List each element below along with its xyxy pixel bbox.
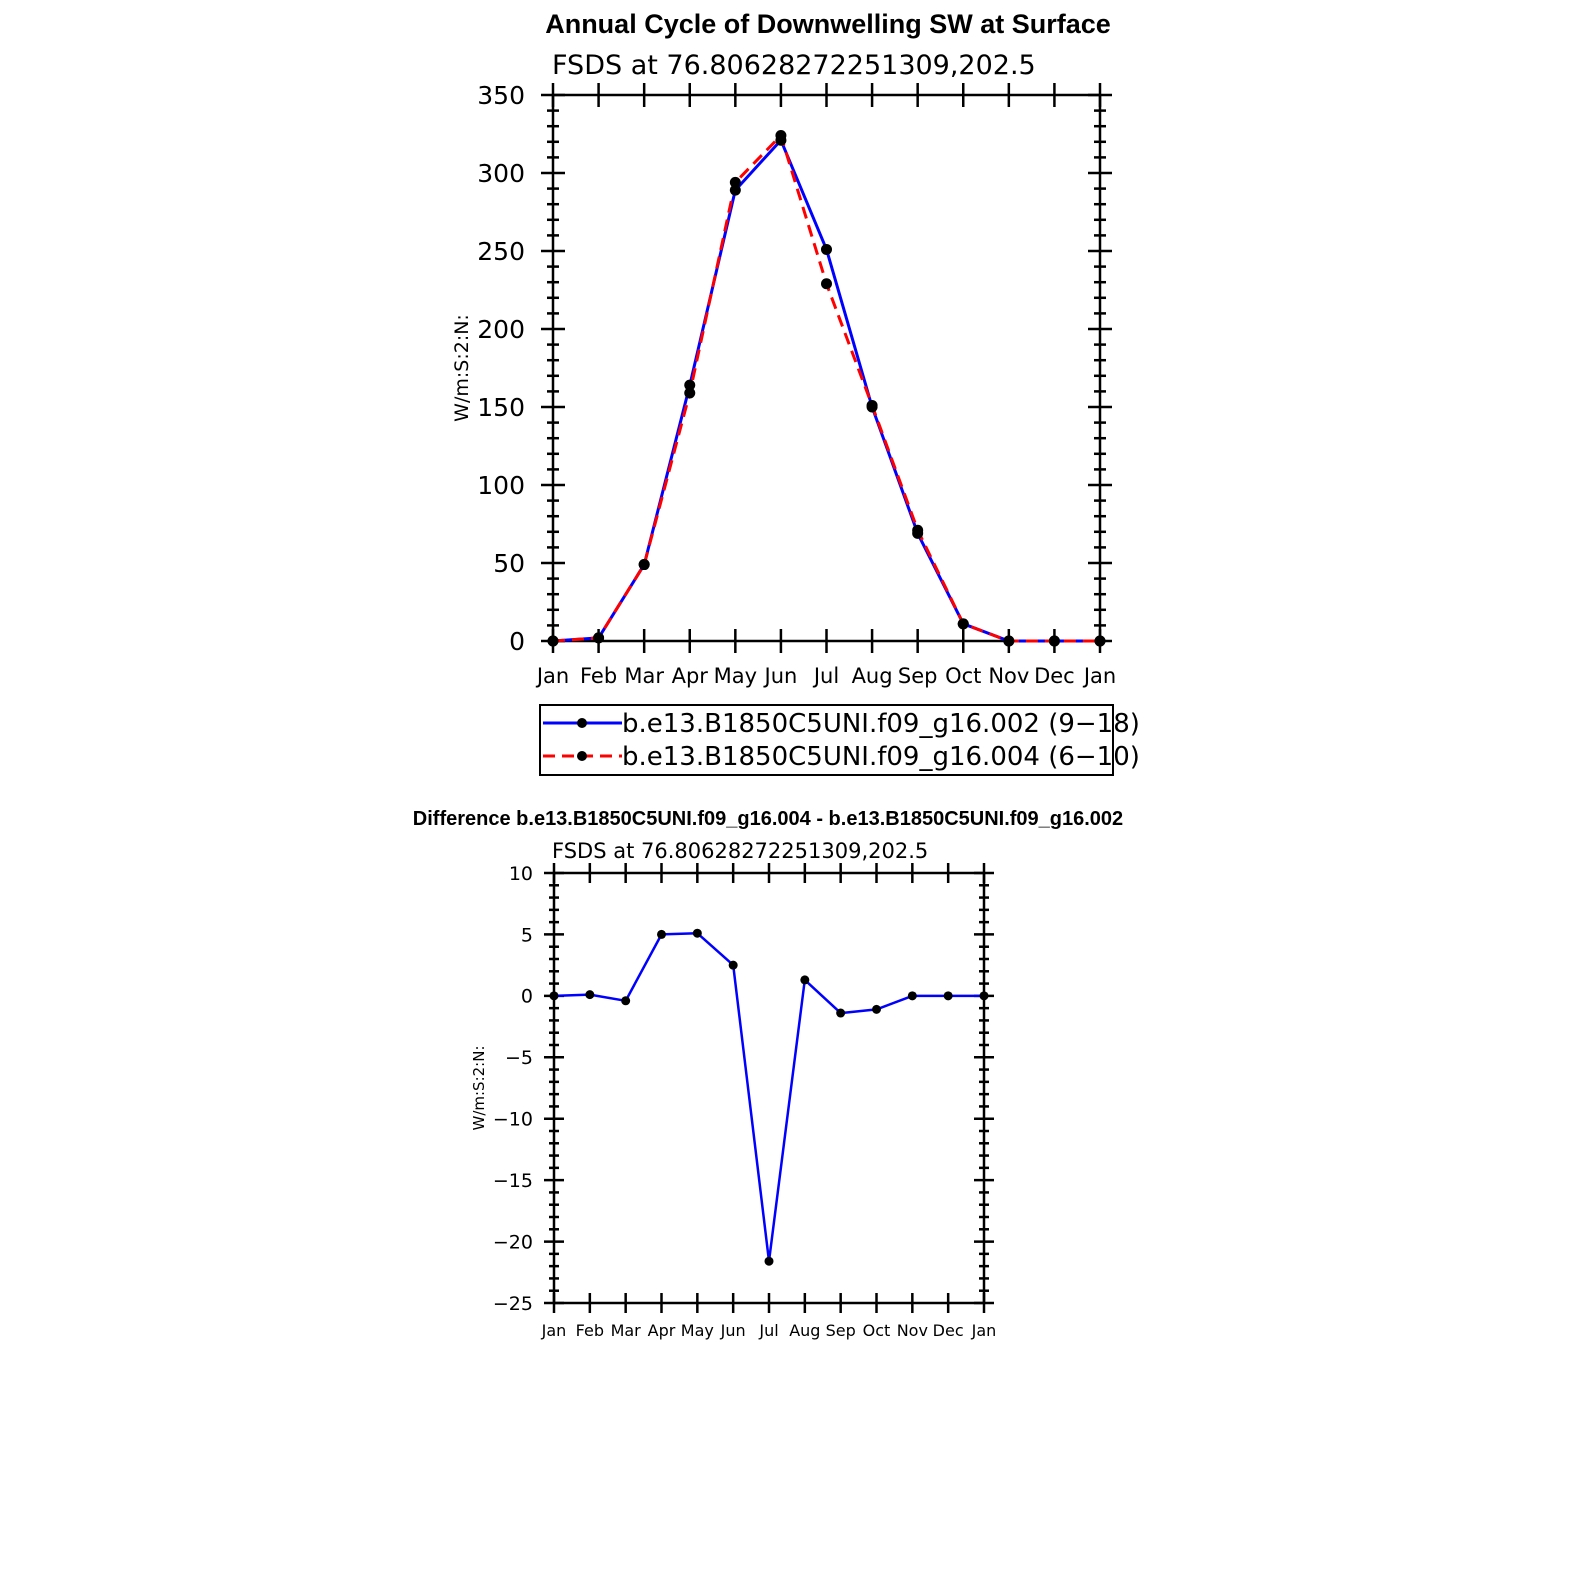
- x-tick-label: Aug: [789, 1321, 821, 1340]
- x-tick-label: Jan: [971, 1321, 997, 1340]
- data-point-series-1: [657, 930, 666, 939]
- data-point-series-1: [729, 961, 738, 970]
- x-tick-label: Jan: [1083, 664, 1117, 688]
- data-point-series-2: [821, 278, 832, 289]
- plot-area: [493, 863, 996, 1340]
- data-point-series-2: [639, 559, 650, 570]
- y-tick-label: 0: [509, 627, 525, 656]
- data-point-series-2: [730, 177, 741, 188]
- legend-marker-series-2: [577, 751, 587, 761]
- legend: [540, 705, 1140, 775]
- y-tick-label: 250: [477, 237, 525, 266]
- x-tick-label: Oct: [862, 1321, 891, 1340]
- y-tick-label: 5: [520, 924, 533, 947]
- data-point-series-1: [836, 1009, 845, 1018]
- x-tick-label: Feb: [575, 1321, 604, 1340]
- plot-area: [477, 81, 1116, 688]
- data-point-series-1: [944, 991, 953, 1000]
- data-point-series-2: [775, 130, 786, 141]
- y-tick-label: −25: [492, 1292, 533, 1315]
- data-point-series-1: [765, 1257, 774, 1266]
- x-tick-label: Sep: [897, 664, 938, 688]
- y-tick-label: 150: [477, 393, 525, 422]
- y-tick-label: 300: [477, 159, 525, 188]
- x-tick-label: Jun: [720, 1321, 746, 1340]
- x-tick-label: Mar: [624, 664, 664, 688]
- chart-subtitle: FSDS at 76.80628272251309,202.5: [552, 839, 929, 863]
- x-tick-label: Jul: [759, 1321, 779, 1340]
- x-tick-label: Mar: [610, 1321, 641, 1340]
- y-tick-label: 200: [477, 315, 525, 344]
- series-line-1: [554, 933, 984, 1261]
- data-point-series-1: [872, 1005, 881, 1014]
- x-tick-label: Oct: [945, 664, 982, 688]
- x-tick-label: Nov: [988, 664, 1030, 688]
- x-tick-label: Jan: [536, 664, 570, 688]
- chart-title: Annual Cycle of Downwelling SW at Surface: [545, 9, 1111, 39]
- data-point-series-2: [958, 618, 969, 629]
- y-tick-label: −5: [504, 1047, 533, 1070]
- legend-label-series-2: b.e13.B1850C5UNI.f09_g16.004 (6−10): [622, 742, 1140, 772]
- annual-cycle-chart: [451, 9, 1140, 775]
- data-point-series-1: [821, 244, 832, 255]
- data-point-series-1: [550, 991, 559, 1000]
- chart-title: Difference b.e13.B1850C5UNI.f09_g16.004 - b.e13.B1850C5UNI.f09_g16.002: [412, 808, 1124, 830]
- x-tick-label: Jul: [813, 664, 840, 688]
- data-point-series-1: [585, 990, 594, 999]
- x-tick-label: May: [680, 1321, 714, 1340]
- series-line-1: [553, 140, 1100, 641]
- data-point-series-1: [980, 991, 989, 1000]
- x-tick-label: Apr: [671, 664, 708, 688]
- plot-frame: [553, 95, 1100, 641]
- difference-chart: [413, 808, 1123, 1340]
- x-tick-label: Nov: [896, 1321, 928, 1340]
- x-tick-label: Apr: [647, 1321, 676, 1340]
- y-tick-label: −15: [492, 1169, 533, 1192]
- data-point-series-2: [1003, 636, 1014, 647]
- y-tick-label: 350: [477, 81, 525, 110]
- chart-subtitle: FSDS at 76.80628272251309,202.5: [552, 50, 1036, 81]
- y-tick-label: 0: [520, 985, 533, 1008]
- data-point-series-2: [867, 400, 878, 411]
- data-point-series-1: [800, 975, 809, 984]
- x-tick-label: Jun: [764, 664, 798, 688]
- data-point-series-2: [1049, 636, 1060, 647]
- y-axis-label: W/m:S:2:N:: [470, 1045, 488, 1131]
- y-tick-label: 100: [477, 471, 525, 500]
- x-tick-label: Aug: [851, 664, 893, 688]
- data-point-series-1: [908, 991, 917, 1000]
- x-tick-label: Sep: [825, 1321, 856, 1340]
- data-point-series-1: [693, 929, 702, 938]
- y-axis-label: W/m:S:2:N:: [451, 314, 473, 422]
- y-tick-label: −10: [492, 1108, 533, 1131]
- data-point-series-2: [548, 636, 559, 647]
- x-tick-label: May: [713, 664, 758, 688]
- data-point-series-2: [1095, 636, 1106, 647]
- legend-marker-series-1: [577, 718, 587, 728]
- x-tick-label: Jan: [541, 1321, 567, 1340]
- data-point-series-2: [684, 387, 695, 398]
- y-tick-label: 50: [493, 549, 525, 578]
- x-tick-label: Dec: [1034, 664, 1075, 688]
- data-point-series-1: [621, 996, 630, 1005]
- x-tick-label: Feb: [579, 664, 618, 688]
- plot-frame: [554, 873, 984, 1303]
- y-tick-label: 10: [508, 862, 533, 885]
- y-tick-label: −20: [492, 1231, 533, 1254]
- legend-label-series-1: b.e13.B1850C5UNI.f09_g16.002 (9−18): [622, 709, 1140, 739]
- series-line-2: [553, 136, 1100, 641]
- data-point-series-2: [912, 525, 923, 536]
- data-point-series-2: [593, 632, 604, 643]
- x-tick-label: Dec: [932, 1321, 964, 1340]
